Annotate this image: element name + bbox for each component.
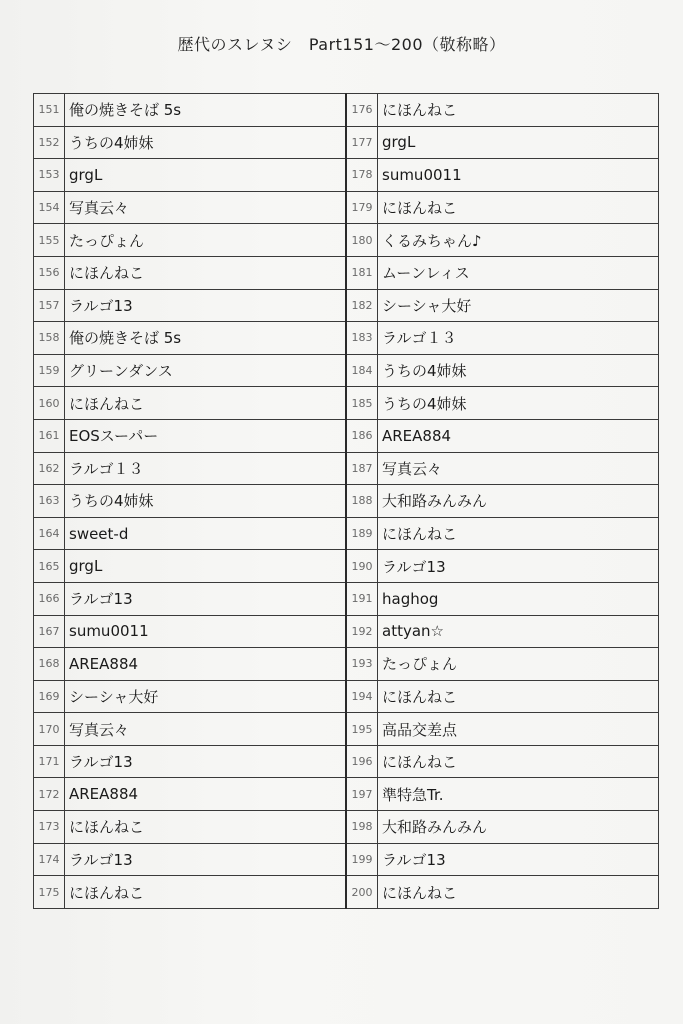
row-name-right: くるみちゃん♪	[378, 224, 659, 257]
table-row	[34, 811, 659, 844]
row-name-left: 写真云々	[65, 713, 347, 746]
row-number-left: 160	[34, 387, 65, 420]
row-name-left: ラルゴ１３	[65, 452, 347, 485]
row-number-left: 173	[34, 811, 65, 844]
row-name-right: にほんねこ	[378, 94, 659, 127]
row-name-left: シーシャ大好	[65, 680, 347, 713]
row-name-right: にほんねこ	[378, 517, 659, 550]
row-name-left: うちの4姉妹	[65, 485, 347, 518]
table-row	[34, 387, 659, 420]
row-number-right: 197	[346, 778, 378, 811]
row-name-right: にほんねこ	[378, 876, 659, 909]
table-row	[34, 94, 659, 127]
row-number-left: 174	[34, 843, 65, 876]
table-row	[34, 354, 659, 387]
row-number-left: 155	[34, 224, 65, 257]
row-name-right: 準特急Tr.	[378, 778, 659, 811]
row-name-left: ラルゴ13	[65, 745, 347, 778]
row-number-left: 161	[34, 419, 65, 452]
row-number-left: 162	[34, 452, 65, 485]
row-name-right: AREA884	[378, 419, 659, 452]
row-name-left: 写真云々	[65, 191, 347, 224]
row-name-right: にほんねこ	[378, 680, 659, 713]
row-number-right: 195	[346, 713, 378, 746]
row-name-right: にほんねこ	[378, 745, 659, 778]
row-number-right: 182	[346, 289, 378, 322]
row-name-left: グリーンダンス	[65, 354, 347, 387]
row-number-right: 190	[346, 550, 378, 583]
table-row	[34, 778, 659, 811]
row-number-left: 168	[34, 648, 65, 681]
row-name-right: うちの4姉妹	[378, 387, 659, 420]
row-name-right: うちの4姉妹	[378, 354, 659, 387]
row-name-left: ラルゴ13	[65, 582, 347, 615]
names-table	[33, 93, 659, 909]
table-row	[34, 419, 659, 452]
table-row	[34, 713, 659, 746]
row-name-right: ラルゴ13	[378, 550, 659, 583]
row-number-right: 177	[346, 126, 378, 159]
row-name-right: ラルゴ13	[378, 843, 659, 876]
table-row	[34, 550, 659, 583]
row-name-left: にほんねこ	[65, 876, 347, 909]
row-number-right: 193	[346, 648, 378, 681]
row-number-left: 157	[34, 289, 65, 322]
row-name-left: grgL	[65, 159, 347, 192]
row-number-right: 181	[346, 256, 378, 289]
row-name-right: sumu0011	[378, 159, 659, 192]
row-number-right: 189	[346, 517, 378, 550]
table-row	[34, 452, 659, 485]
row-number-right: 191	[346, 582, 378, 615]
row-number-left: 154	[34, 191, 65, 224]
row-number-left: 175	[34, 876, 65, 909]
table-row	[34, 843, 659, 876]
row-name-left: ラルゴ13	[65, 843, 347, 876]
table-row	[34, 582, 659, 615]
row-number-left: 152	[34, 126, 65, 159]
row-number-right: 198	[346, 811, 378, 844]
table-row	[34, 289, 659, 322]
row-number-right: 184	[346, 354, 378, 387]
row-name-left: EOSスーパー	[65, 419, 347, 452]
row-number-left: 156	[34, 256, 65, 289]
row-name-right: 写真云々	[378, 452, 659, 485]
row-name-right: ラルゴ１３	[378, 322, 659, 355]
row-number-left: 171	[34, 745, 65, 778]
row-name-left: にほんねこ	[65, 256, 347, 289]
row-number-right: 200	[346, 876, 378, 909]
row-number-left: 169	[34, 680, 65, 713]
row-number-left: 151	[34, 94, 65, 127]
table-row	[34, 648, 659, 681]
row-number-right: 188	[346, 485, 378, 518]
row-name-right: 大和路みんみん	[378, 811, 659, 844]
row-number-right: 199	[346, 843, 378, 876]
row-number-right: 196	[346, 745, 378, 778]
row-number-left: 164	[34, 517, 65, 550]
row-number-right: 176	[346, 94, 378, 127]
row-name-left: うちの4姉妹	[65, 126, 347, 159]
row-name-left: にほんねこ	[65, 811, 347, 844]
table-row	[34, 322, 659, 355]
table-row	[34, 680, 659, 713]
row-number-left: 172	[34, 778, 65, 811]
row-name-right: 大和路みんみん	[378, 485, 659, 518]
table-body	[34, 94, 659, 909]
table-row	[34, 876, 659, 909]
table-row	[34, 224, 659, 257]
table-row	[34, 615, 659, 648]
row-name-right: grgL	[378, 126, 659, 159]
row-number-right: 183	[346, 322, 378, 355]
row-name-right: にほんねこ	[378, 191, 659, 224]
row-number-right: 179	[346, 191, 378, 224]
row-number-right: 186	[346, 419, 378, 452]
row-number-right: 180	[346, 224, 378, 257]
row-name-left: ラルゴ13	[65, 289, 347, 322]
row-number-right: 192	[346, 615, 378, 648]
row-number-left: 165	[34, 550, 65, 583]
row-name-right: ムーンレィス	[378, 256, 659, 289]
row-number-right: 185	[346, 387, 378, 420]
row-number-left: 163	[34, 485, 65, 518]
row-name-left: sweet-d	[65, 517, 347, 550]
row-name-right: attyan☆	[378, 615, 659, 648]
row-name-left: たっぴょん	[65, 224, 347, 257]
row-number-left: 166	[34, 582, 65, 615]
row-name-right: haghog	[378, 582, 659, 615]
row-name-left: にほんねこ	[65, 387, 347, 420]
table-row	[34, 256, 659, 289]
row-name-left: 俺の焼きそば 5s	[65, 94, 347, 127]
row-number-left: 158	[34, 322, 65, 355]
table-row	[34, 126, 659, 159]
row-number-left: 159	[34, 354, 65, 387]
row-name-right: たっぴょん	[378, 648, 659, 681]
row-name-left: AREA884	[65, 778, 347, 811]
page-title: 歴代のスレヌシ Part151～200（敬称略）	[177, 35, 506, 54]
row-name-left: grgL	[65, 550, 347, 583]
row-number-left: 167	[34, 615, 65, 648]
row-number-left: 153	[34, 159, 65, 192]
row-name-left: sumu0011	[65, 615, 347, 648]
row-name-left: AREA884	[65, 648, 347, 681]
row-name-right: 高品交差点	[378, 713, 659, 746]
table-row	[34, 485, 659, 518]
table-row	[34, 159, 659, 192]
row-name-right: シーシャ大好	[378, 289, 659, 322]
table-row	[34, 191, 659, 224]
row-number-left: 170	[34, 713, 65, 746]
row-name-left: 俺の焼きそば 5s	[65, 322, 347, 355]
table-row	[34, 517, 659, 550]
row-number-right: 187	[346, 452, 378, 485]
table-row	[34, 745, 659, 778]
row-number-right: 194	[346, 680, 378, 713]
row-number-right: 178	[346, 159, 378, 192]
